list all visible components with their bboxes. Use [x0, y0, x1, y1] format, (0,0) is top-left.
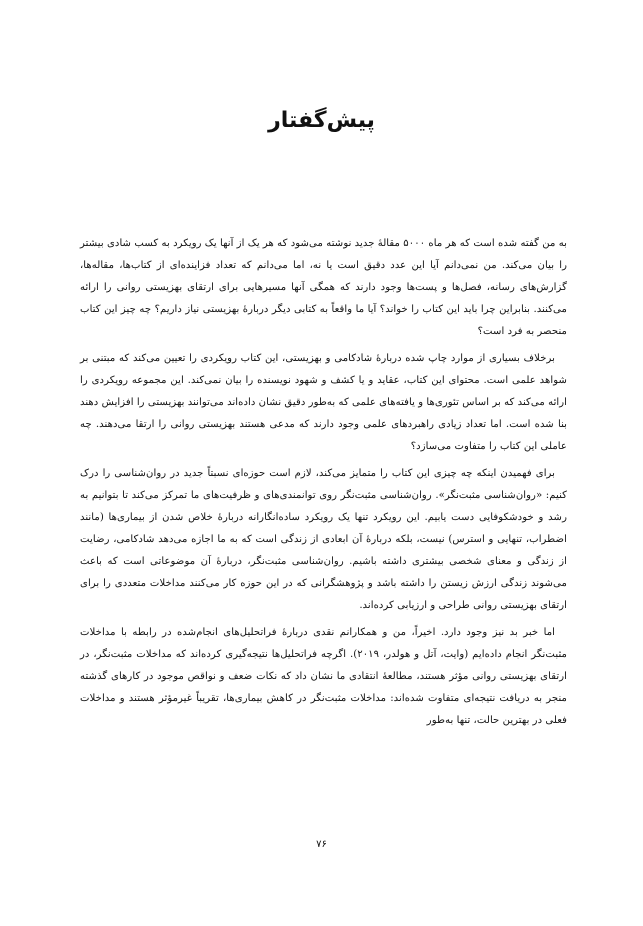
page-number: ۷۶: [316, 839, 327, 850]
paragraph-3: برای فهمیدن اینکه چه چیزی این کتاب را متمایز می‌کند، لازم است حوزه‌ای نسبتاً جدید در روان‌شناسی را درک کنیم: «روان‌شناسی مثبت‌نگر». روان‌شناسی مثبت‌نگر روی توانمندی‌های و ظرفیت‌های ما تمرکز می‌کند تا بتوانیم به رشد و خودشکوفایی دست یابیم. این رویکرد تنها یک رویکرد ساده‌انگارانه دربارهٔ خلاص شدن از بیماری‌ها (مانند اضطراب، تنهایی و استرس) نیست، بلکه دربارهٔ آن ابعادی از زندگی است که به ما اجازه می‌دهد شادکامی، رضایت از زندگی و معنای شخصی بیشتری داشته باشیم. روان‌شناسی مثبت‌نگر، دربارهٔ آن موضوعاتی است که باعث می‌شوند زندگی ارزش زیستن را داشته باشد و پژوهشگرانی که در این حوزه کار می‌کنند مداخلات متعددی را برای ارتقای بهزیستی روانی طراحی و ارزیابی کرده‌اند.: [80, 468, 567, 611]
paragraph-2: برخلاف بسیاری از موارد چاپ شده دربارهٔ شادکامی و بهزیستی، این کتاب رویکردی را تعیین می‌کند که مبتنی بر شواهد علمی است. محتوای این کتاب، عقاید و یا کشف و شهود نویسنده را بیان نمی‌کند. این مجموعه رویکردی را ارائه می‌کند که بر اساس تئوری‌ها و یافته‌های علمی که به‌طور دقیق نشان داده‌اند می‌توانند بهزیستی را افزایش دهند بنا شده است. اما تعداد زیادی راهبردهای علمی وجود دارند که مدعی هستند بهزیستی روانی را ارتقا می‌دهند. چه عاملی این کتاب را متفاوت می‌سازد؟: [80, 353, 567, 452]
chapter-title: پیش‌گفتار: [268, 108, 375, 133]
body-text: [80, 233, 567, 737]
paragraph-1: به من گفته شده است که هر ماه ۵۰۰۰ مقالهٔ جدید نوشته می‌شود که هر یک از آنها یک رویکرد به کسب شادی بیشتر را بیان می‌کند. من نمی‌دانم آیا این عدد دقیق است یا نه، اما می‌دانم که تعداد فزاینده‌ای از کتاب‌ها، مقاله‌ها، گزارش‌های رسانه، فصل‌ها و پست‌ها وجود دارند که همگی آنها مسیرهایی برای ارتقای بهزیستی روانی را ارائه می‌کنند. بنابراین چرا باید این کتاب را خواند؟ آیا ما واقعاً به کتابی دیگر دربارهٔ بهزیستی نیاز داریم؟ چه چیز این کتاب منحصر به فرد است؟: [80, 238, 568, 337]
paragraph-4: اما خبر بد نیز وجود دارد. اخیراً، من و همکارانم نقدی دربارهٔ فراتحلیل‌های انجام‌شده در رابطه با مداخلات مثبت‌نگر انجام داده‌ایم (وایت، آتل و هولدر، ۲۰۱۹). اگرچه فراتحلیل‌ها نتیجه‌گیری کرده‌اند که مداخلات مثبت‌نگر، در ارتقای بهزیستی روانی مؤثر هستند، مطالعهٔ انتقادی ما نشان داد که نکات ضعف و نواقص موجود در کارهای گذشته منجر به دریافت نتیجه‌ای متفاوت شده‌اند: مداخلات مثبت‌نگر در کاهش بیماری‌ها، تقریباً غیرمؤثر هستند و مداخلات فعلی در بهترین حالت، تنها به‌طور: [80, 627, 567, 726]
